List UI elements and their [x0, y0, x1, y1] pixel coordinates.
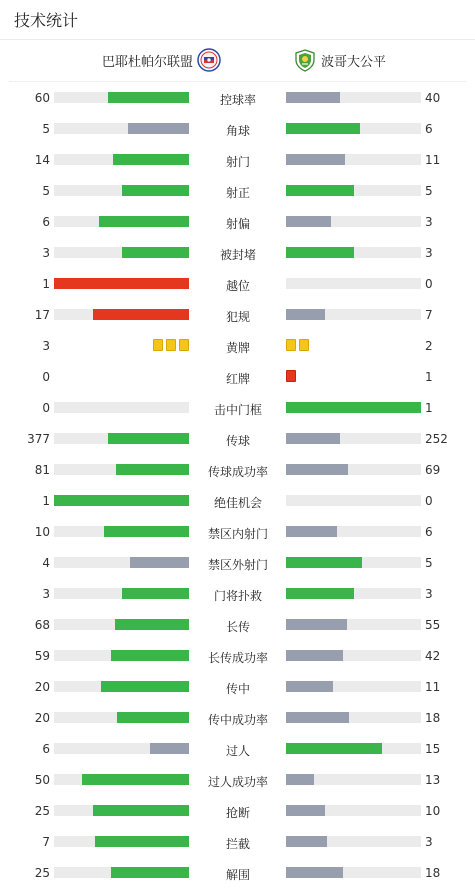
home-stat-value: 377: [27, 432, 50, 446]
home-stat-value: 20: [34, 711, 50, 725]
stats-list: [0, 82, 475, 888]
away-team-crest-icon: [293, 48, 317, 72]
away-stat-value: 3: [425, 587, 433, 601]
home-bar-fill: [111, 867, 189, 878]
home-stat-value: 1: [42, 277, 50, 291]
away-stat-value: 18: [425, 711, 441, 725]
yellow-card-icon: [179, 339, 189, 351]
home-bar-track: [54, 402, 189, 413]
away-bar-fill: [286, 526, 337, 537]
home-stat-value: 25: [34, 866, 50, 880]
stat-row: [0, 826, 475, 857]
home-bar-fill: [54, 278, 189, 289]
stat-row: [0, 857, 475, 888]
stat-label: 射正: [225, 186, 250, 200]
home-bar-track: [54, 867, 189, 878]
red-card-icon: [286, 370, 296, 382]
home-bar-track: [54, 805, 189, 816]
home-stat-value: 0: [42, 370, 50, 384]
home-bar-track: [54, 309, 189, 320]
away-stat-value: 13: [425, 773, 441, 787]
away-stat-value: 7: [425, 308, 433, 322]
away-bar-track: [286, 495, 421, 506]
stat-label: 击中门框: [213, 403, 262, 417]
away-bar-fill: [286, 650, 343, 661]
away-bar-track: [286, 92, 421, 103]
home-bar-fill: [113, 154, 189, 165]
stat-row: [0, 547, 475, 578]
away-bar-track: [286, 588, 421, 599]
away-cards: [286, 370, 296, 382]
home-bar-fill: [54, 495, 189, 506]
stat-row: [0, 454, 475, 485]
home-bar-fill: [108, 433, 189, 444]
away-stat-value: 1: [425, 401, 433, 415]
home-bar-fill: [122, 185, 190, 196]
away-bar-track: [286, 619, 421, 630]
home-bar-fill: [82, 774, 189, 785]
home-bar-fill: [108, 92, 189, 103]
away-stat-value: 40: [425, 91, 441, 105]
stat-label: 传球成功率: [207, 465, 268, 479]
home-bar-fill: [116, 464, 189, 475]
home-bar-track: [54, 278, 189, 289]
away-bar-fill: [286, 402, 421, 413]
home-bar-fill: [99, 216, 189, 227]
away-bar-track: [286, 154, 421, 165]
home-bar-fill: [150, 743, 189, 754]
yellow-card-icon: [299, 339, 309, 351]
stat-label: 控球率: [219, 93, 256, 107]
home-stat-value: 81: [34, 463, 50, 477]
page-title: 技术统计: [14, 11, 79, 30]
home-bar-track: [54, 464, 189, 475]
home-cards: [153, 339, 189, 351]
away-bar-track: [286, 526, 421, 537]
away-bar-track: [286, 805, 421, 816]
away-bar-fill: [286, 464, 348, 475]
home-stat-value: 68: [34, 618, 50, 632]
yellow-card-icon: [286, 339, 296, 351]
home-bar-fill: [115, 619, 189, 630]
stat-label: 被封堵: [219, 248, 256, 262]
stat-row: [0, 268, 475, 299]
stat-label: 红牌: [225, 372, 250, 386]
away-bar-fill: [286, 247, 354, 258]
away-bar-fill: [286, 712, 349, 723]
away-cards: [286, 339, 309, 351]
home-bar-track: [54, 557, 189, 568]
home-stat-value: 10: [34, 525, 50, 539]
away-stat-value: 10: [425, 804, 441, 818]
stats-header: [0, 0, 475, 40]
away-bar-fill: [286, 681, 333, 692]
home-stat-value: 5: [42, 184, 50, 198]
stat-row: [0, 330, 475, 361]
stat-label: 禁区外射门: [207, 558, 268, 572]
home-stat-value: 0: [42, 401, 50, 415]
home-stat-value: 6: [42, 215, 50, 229]
home-bar-track: [54, 836, 189, 847]
yellow-card-icon: [153, 339, 163, 351]
stat-label: 角球: [225, 124, 250, 138]
stat-row: [0, 702, 475, 733]
away-stat-value: 55: [425, 618, 441, 632]
stat-row: [0, 764, 475, 795]
home-bar-track: [54, 743, 189, 754]
stat-row: [0, 640, 475, 671]
away-bar-track: [286, 743, 421, 754]
home-bar-fill: [122, 588, 190, 599]
stat-label: 解围: [225, 868, 250, 882]
away-bar-fill: [286, 216, 331, 227]
away-bar-fill: [286, 309, 325, 320]
stat-row: [0, 361, 475, 392]
home-team-name: 巴耶杜帕尔联盟: [101, 54, 193, 70]
stat-row: [0, 237, 475, 268]
away-stat-value: 252: [425, 432, 448, 446]
home-team[interactable]: [102, 48, 221, 72]
away-stat-value: 2: [425, 339, 433, 353]
home-stat-value: 6: [42, 742, 50, 756]
home-bar-track: [54, 433, 189, 444]
stat-label: 门将扑救: [213, 589, 262, 603]
away-bar-fill: [286, 588, 354, 599]
away-bar-track: [286, 650, 421, 661]
away-stat-value: 0: [425, 494, 433, 508]
home-stat-value: 25: [34, 804, 50, 818]
stat-label: 黄牌: [225, 341, 250, 355]
home-bar-track: [54, 526, 189, 537]
away-bar-track: [286, 309, 421, 320]
away-bar-fill: [286, 836, 327, 847]
away-bar-track: [286, 123, 421, 134]
home-bar-fill: [95, 836, 190, 847]
away-stat-value: 42: [425, 649, 441, 663]
home-stat-value: 50: [34, 773, 50, 787]
stat-label: 绝佳机会: [213, 496, 262, 510]
home-bar-fill: [128, 123, 189, 134]
away-bar-track: [286, 185, 421, 196]
away-bar-fill: [286, 557, 362, 568]
away-bar-fill: [286, 433, 340, 444]
stat-label: 禁区内射门: [207, 527, 268, 541]
home-stat-value: 3: [42, 246, 50, 260]
home-stat-value: 60: [34, 91, 50, 105]
away-bar-fill: [286, 743, 382, 754]
home-bar-track: [54, 650, 189, 661]
stat-row: [0, 578, 475, 609]
stat-label: 长传: [225, 620, 250, 634]
home-stat-value: 5: [42, 122, 50, 136]
home-bar-track: [54, 712, 189, 723]
away-stat-value: 3: [425, 835, 433, 849]
away-bar-track: [286, 278, 421, 289]
away-bar-fill: [286, 154, 345, 165]
away-bar-track: [286, 216, 421, 227]
away-bar-fill: [286, 92, 340, 103]
home-bar-track: [54, 681, 189, 692]
stat-row: [0, 392, 475, 423]
home-bar-fill: [111, 650, 189, 661]
stat-label: 过人成功率: [207, 775, 268, 789]
home-bar-fill: [101, 681, 189, 692]
home-stat-value: 14: [34, 153, 50, 167]
home-bar-fill: [122, 247, 190, 258]
stat-label: 过人: [225, 744, 250, 758]
away-bar-fill: [286, 805, 325, 816]
away-bar-track: [286, 247, 421, 258]
home-stat-value: 20: [34, 680, 50, 694]
home-bar-track: [54, 185, 189, 196]
away-stat-value: 69: [425, 463, 441, 477]
stat-row: [0, 82, 475, 113]
stat-row: [0, 175, 475, 206]
away-bar-track: [286, 433, 421, 444]
away-stat-value: 18: [425, 866, 441, 880]
away-stat-value: 11: [425, 153, 441, 167]
away-bar-fill: [286, 774, 314, 785]
stat-row: [0, 795, 475, 826]
stat-label: 长传成功率: [207, 651, 268, 665]
away-bar-fill: [286, 619, 347, 630]
away-stat-value: 15: [425, 742, 441, 756]
stat-label: 传中成功率: [207, 713, 268, 727]
away-bar-track: [286, 557, 421, 568]
stat-label: 传中: [225, 682, 250, 696]
stat-label: 越位: [225, 279, 250, 293]
yellow-card-icon: [166, 339, 176, 351]
home-bar-fill: [93, 805, 189, 816]
away-stat-value: 3: [425, 215, 433, 229]
stat-row: [0, 423, 475, 454]
stat-row: [0, 516, 475, 547]
away-stat-value: 0: [425, 277, 433, 291]
home-team-crest-icon: [197, 48, 221, 72]
home-bar-fill: [130, 557, 189, 568]
home-bar-fill: [117, 712, 189, 723]
stat-row: [0, 113, 475, 144]
away-bar-track: [286, 774, 421, 785]
away-bar-track: [286, 712, 421, 723]
home-stat-value: 1: [42, 494, 50, 508]
home-stat-value: 17: [34, 308, 50, 322]
away-bar-track: [286, 681, 421, 692]
home-bar-track: [54, 123, 189, 134]
away-bar-track: [286, 867, 421, 878]
away-bar-track: [286, 464, 421, 475]
stat-row: [0, 733, 475, 764]
home-stat-value: 59: [34, 649, 50, 663]
home-stat-value: 4: [42, 556, 50, 570]
stat-row: [0, 485, 475, 516]
stat-label: 射偏: [225, 217, 250, 231]
stat-label: 拦截: [225, 837, 250, 851]
away-bar-fill: [286, 867, 343, 878]
stat-row: [0, 206, 475, 237]
away-bar-fill: [286, 123, 360, 134]
stat-row: [0, 299, 475, 330]
away-team-name: 波哥大公平: [321, 54, 387, 70]
home-stat-value: 3: [42, 339, 50, 353]
stat-label: 传球: [225, 434, 250, 448]
away-stat-value: 6: [425, 525, 433, 539]
away-stat-value: 1: [425, 370, 433, 384]
home-bar-track: [54, 247, 189, 258]
home-bar-track: [54, 154, 189, 165]
home-bar-track: [54, 92, 189, 103]
stat-label: 射门: [225, 155, 250, 169]
away-bar-fill: [286, 185, 354, 196]
home-bar-fill: [104, 526, 189, 537]
away-bar-track: [286, 836, 421, 847]
away-stat-value: 11: [425, 680, 441, 694]
away-bar-track: [286, 402, 421, 413]
away-stat-value: 5: [425, 184, 433, 198]
home-bar-track: [54, 774, 189, 785]
stat-row: [0, 144, 475, 175]
team-row: [9, 40, 466, 82]
away-stat-value: 6: [425, 122, 433, 136]
away-stat-value: 5: [425, 556, 433, 570]
home-stat-value: 3: [42, 587, 50, 601]
stat-row: [0, 609, 475, 640]
home-bar-fill: [93, 309, 189, 320]
stat-row: [0, 671, 475, 702]
home-bar-track: [54, 216, 189, 227]
home-bar-track: [54, 619, 189, 630]
home-bar-track: [54, 588, 189, 599]
away-team[interactable]: [293, 48, 386, 72]
home-stat-value: 7: [42, 835, 50, 849]
home-bar-track: [54, 495, 189, 506]
away-stat-value: 3: [425, 246, 433, 260]
stat-label: 犯规: [225, 310, 250, 324]
stat-label: 抢断: [225, 806, 250, 820]
